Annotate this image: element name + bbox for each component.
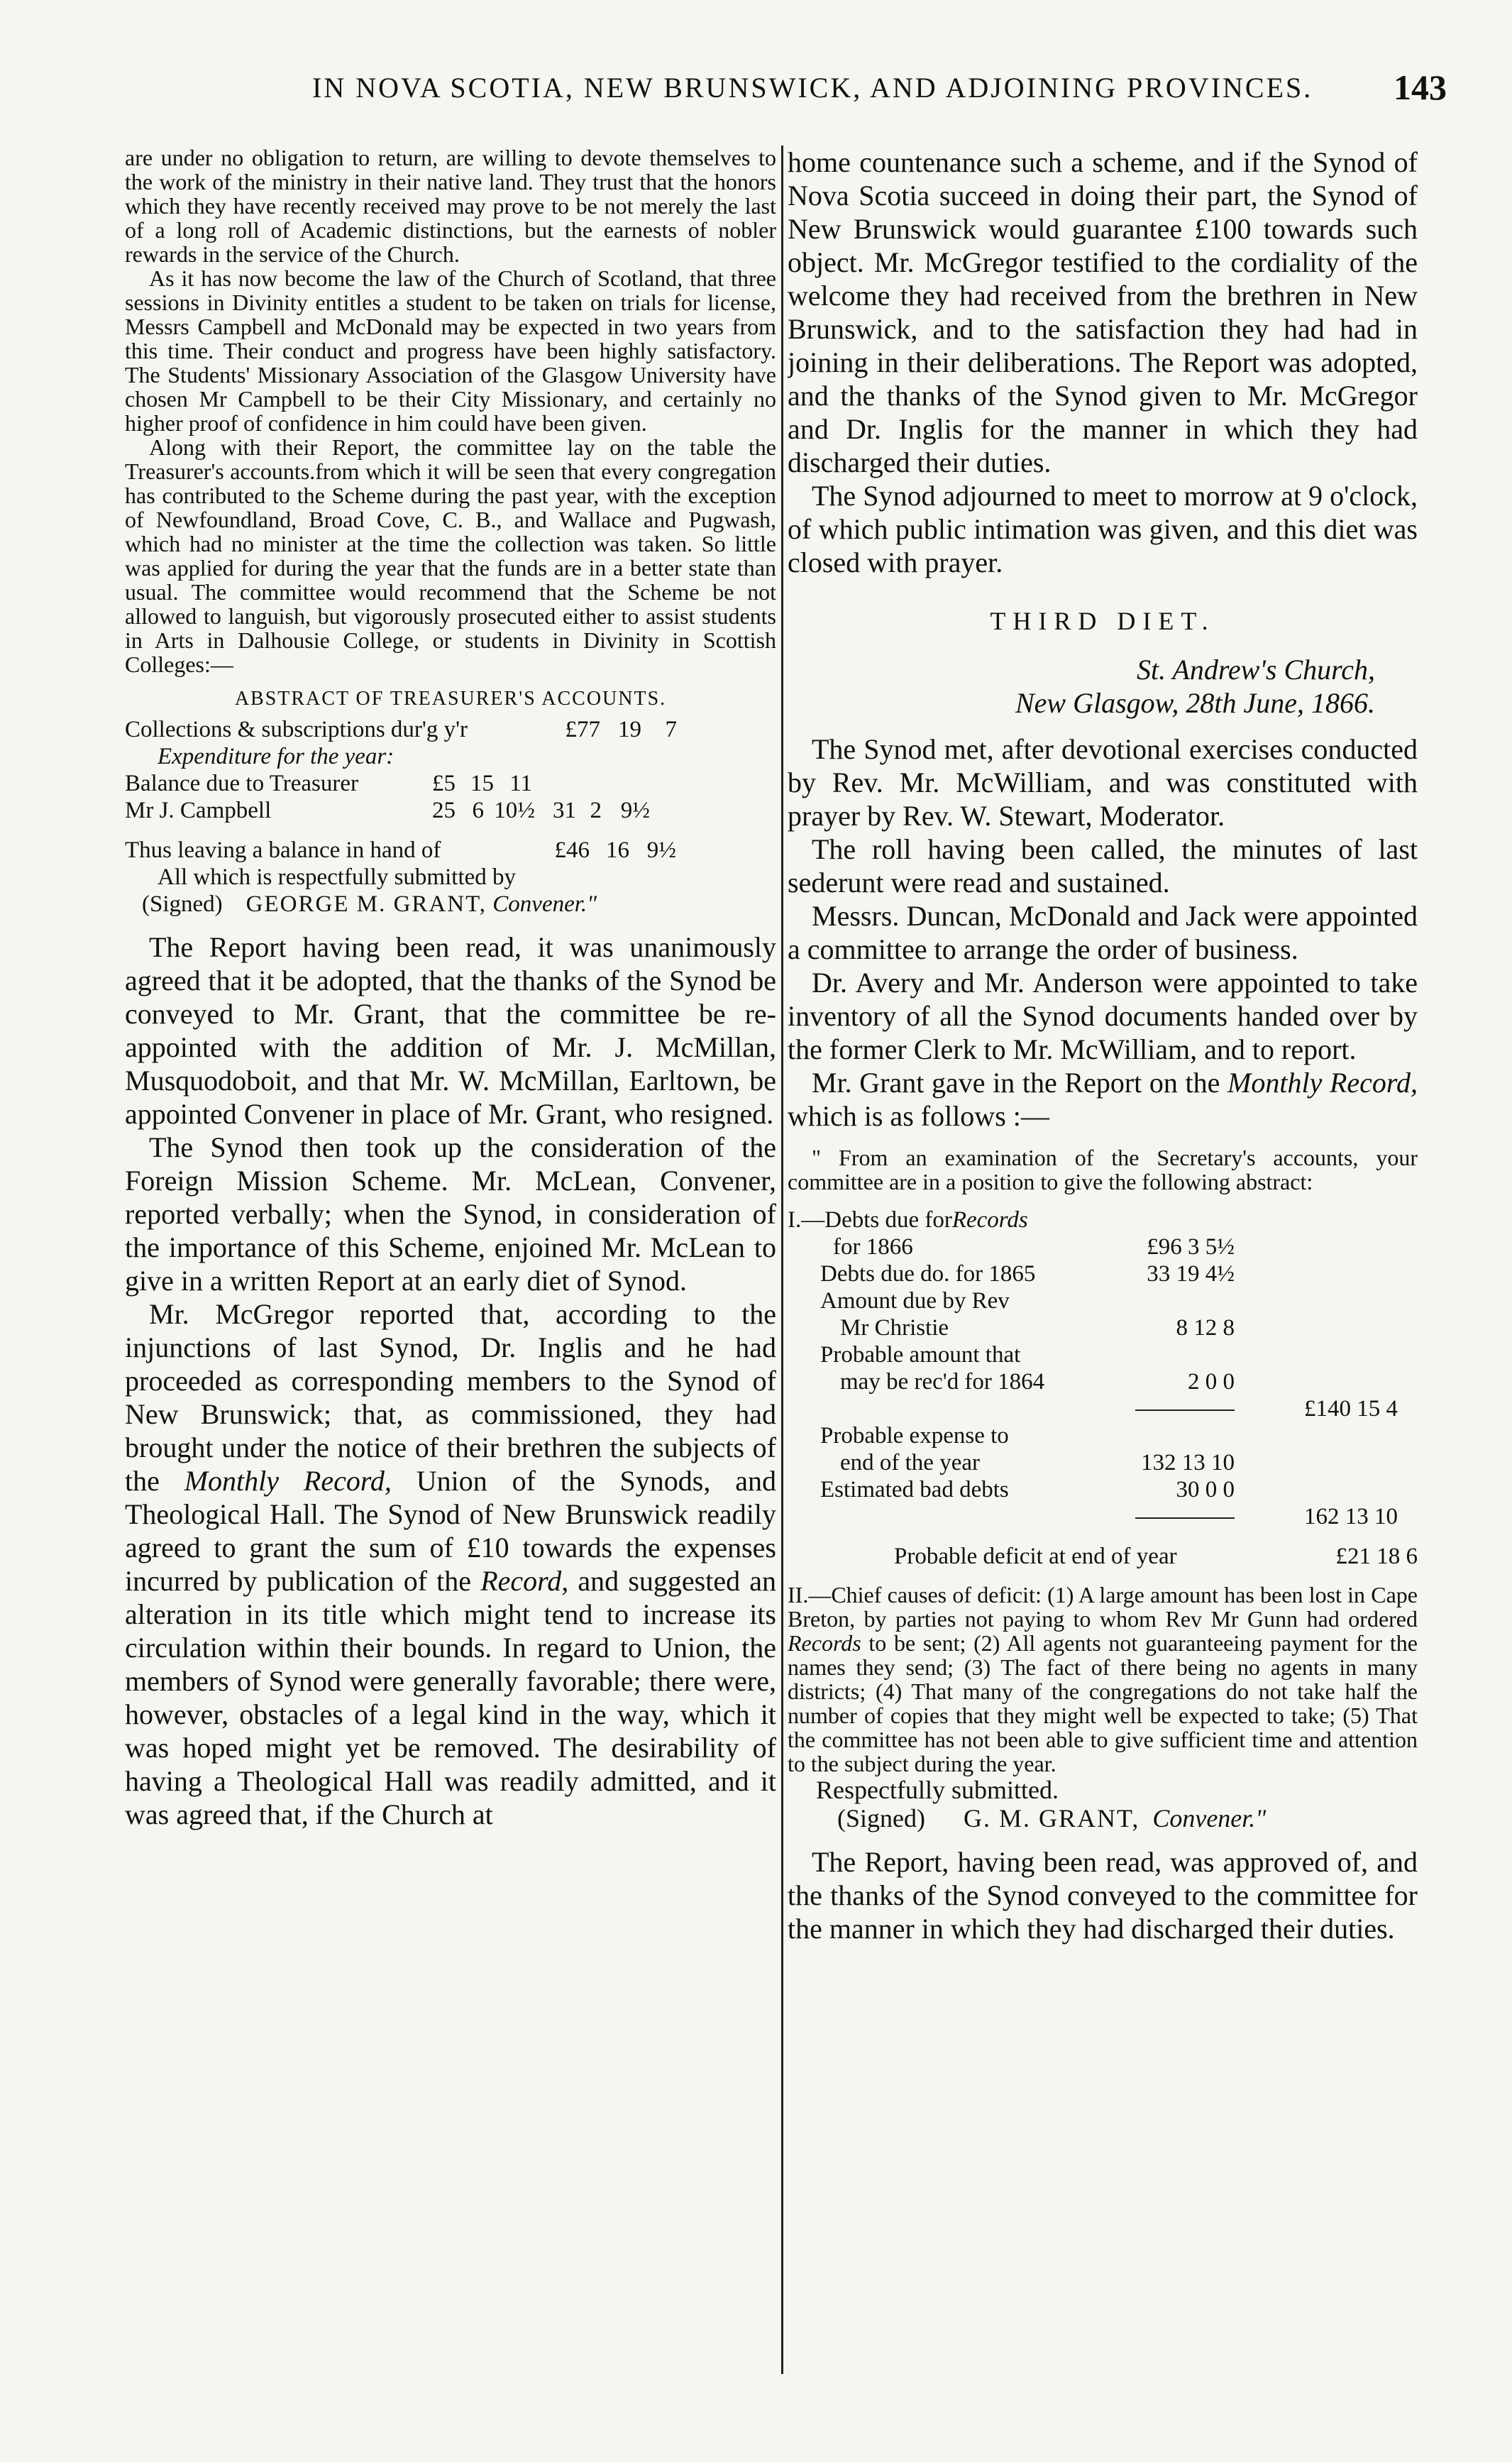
signer-name: G. M. GRANT, (963, 1804, 1140, 1832)
left-column (125, 145, 776, 2419)
quote-intro: " From an examination of the Secretary's accounts, your committee are in a position to give the following abstract: (788, 1145, 1418, 1194)
account-total: 162 13 10 (1304, 1504, 1398, 1529)
account-label: Probable deficit at end of year (894, 1544, 1177, 1569)
account-amount: £46 (554, 837, 590, 863)
account-label: Mr J. Campbell (125, 798, 272, 823)
account-amount: £96 3 5½ (1147, 1234, 1235, 1260)
paragraph: home countenance such a scheme, and if the Synod of Nova Scotia succeed in doing their part, the Synod of New Brunswick would guarantee £100 towards such object. Mr. McGregor testified to the cordiality of the welcome they had received from the brethren in New Brunswick, and to the satisfaction they had had in joining in their deliberations. The Report was adopted, and the thanks of the Synod given to Mr. McGregor and Dr. Inglis for the manner in which they had discharged their duties. (788, 146, 1418, 478)
account-total: £140 15 4 (1304, 1396, 1398, 1422)
abstract-heading: ABSTRACT OF TREASURER'S ACCOUNTS. (234, 688, 667, 710)
right-column (788, 145, 1418, 2419)
paragraph: The Synod then took up the consideration of the Foreign Mission Scheme. Mr. McLean, Convener, reported verbally; when the Synod, in consideration of the importance of this Scheme, enjoined Mr. McLean to give in a written Report at an early diet of Synod. (125, 1131, 776, 1297)
account-amount: 10½ (494, 798, 535, 823)
italic-run: Monthly Record, (1227, 1067, 1418, 1099)
account-row (788, 1260, 1418, 1287)
account-label: Mr Christie (840, 1315, 949, 1341)
date: New Glasgow, 28th June, 1866. (1015, 687, 1375, 719)
signed-label: (Signed) (142, 891, 223, 917)
account-amount: 2 (590, 798, 602, 823)
paragraph: are under no obligation to return, are willing to devote themselves to the work of the ministry in their native land. They trust that the honors which they have recently received may prove to be not merely the last of a long roll of Academic distinctions, but the earnests of nobler rewards in the service of the Church. (125, 145, 776, 267)
account-amount: 30 0 0 (1176, 1477, 1235, 1502)
column-divider (781, 145, 783, 2374)
paragraph (788, 1583, 1418, 1776)
paragraph: The Synod adjourned to meet to morrow at 9 o'clock, of which public intimation was given, and this diet was closed with prayer. (788, 480, 1418, 578)
signer-role: Convener." (1152, 1804, 1267, 1832)
paragraph: As it has now become the law of the Church of Scotland, that three sessions in Divinity entitles a student to be taken on trials for license, Messrs Campbell and McDonald may be expected in two years from this time. Their conduct and progress have been highly satisfactory. The Students' Missionary Association of the Glasgow University have chosen Mr Campbell to be their City Missionary, and certainly no higher proof of confidence in him could have been given. (125, 265, 776, 436)
text-run: to be sent; (2) All agents not guaranteeing payment for the names they send; (3) The fact of there being no agents in many districts; (4) That many of the congregations do not take half the number of copies that they might well be expected to take; (5) That the committee has not been able to give sufficient time and attention to the subject during the year. (788, 1630, 1418, 1776)
account-label: end of the year (840, 1450, 980, 1475)
account-label: Balance due to Treasurer (125, 771, 358, 796)
account-row (788, 1395, 1418, 1422)
account-amount: 19 (618, 717, 641, 742)
account-row (788, 1314, 1418, 1341)
signer-name: GEORGE M. GRANT, (245, 891, 487, 917)
account-label: Thus leaving a balance in hand of (125, 837, 441, 863)
account-subheading: Expenditure for the year: (158, 744, 394, 769)
signed-label: (Signed) (837, 1804, 925, 1832)
paragraph: Messrs. Duncan, McDonald and Jack were appointed a committee to arrange the order of business. (788, 900, 1418, 965)
account-label: Records (951, 1207, 1028, 1233)
account-amount: 31 (553, 798, 576, 823)
text-run: II.—Chief causes of deficit: (1) A large amount has been lost in Cape Breton, by parties not paying to whom Rev Mr Gunn had ordered (788, 1582, 1418, 1632)
account-row (788, 1233, 1418, 1260)
account-amount: 25 (432, 798, 456, 823)
account-row (788, 1368, 1418, 1395)
account-row (125, 770, 776, 797)
running-head (0, 67, 1512, 121)
sum-rule (1135, 1409, 1235, 1411)
submitted-line: All which is respectfully submitted by (158, 864, 517, 890)
account-total: £21 18 6 (1335, 1544, 1418, 1569)
paragraph: The Synod met, after devotional exercises conducted by Rev. Mr. McWilliam, and was constituted with prayer by Rev. W. Stewart, Moderator. (788, 733, 1418, 832)
text-run: which is as follows :— (788, 1100, 1049, 1132)
running-title: IN NOVA SCOTIA, NEW BRUNSWICK, AND ADJOINING PROVINCES. (312, 72, 1313, 104)
account-label: may be rec'd for 1864 (840, 1369, 1045, 1395)
paragraph: The Report having been read, it was unanimously agreed that it be adopted, that the thanks of the Synod be conveyed to Mr. Grant, that the committee be re-appointed with the addition of Mr. J. McMillan, Musquodoboit, and that Mr. W. McMillan, Earltown, be appointed Convener in place of Mr. Grant, who resigned. (125, 931, 776, 1130)
section-heading: THIRD DIET. (990, 607, 1215, 635)
account-row (788, 1287, 1418, 1314)
account-row (125, 837, 776, 864)
treasurer-accounts (125, 716, 776, 918)
account-label: Probable amount that (820, 1342, 1021, 1368)
account-row (788, 1341, 1418, 1368)
paragraph: Dr. Avery and Mr. Anderson were appointed to take inventory of all the Synod documents handed over by the former Clerk to Mr. McWilliam, and to report. (788, 967, 1418, 1065)
text-run: Mr. Grant gave in the Report on the (812, 1067, 1228, 1099)
account-row (125, 716, 776, 743)
account-amount: 33 19 4½ (1147, 1261, 1235, 1287)
account-amount: 6 (472, 798, 484, 823)
account-row (788, 1476, 1418, 1503)
italic-run: Monthly Record, (184, 1465, 392, 1497)
paragraph: The roll having been called, the minutes of last sederunt were read and sustained. (788, 833, 1418, 898)
text-run: Mr. McGregor reported that, according to the injunctions of last Synod, Dr. Inglis and he had proceeded as corresponding members to the Synod of New Brunswick; that, as commissioned, they had brought under the notice of their brethren the subjects of the (125, 1298, 776, 1497)
paragraph (125, 1297, 776, 1831)
signer-role: Convener." (492, 891, 597, 917)
account-amount: 15 (470, 771, 494, 796)
account-row (125, 797, 776, 824)
account-amount: £77 (565, 717, 600, 742)
account-label: Estimated bad debts (820, 1477, 1009, 1502)
account-label: Probable expense to (820, 1423, 1009, 1449)
account-label: for 1866 (833, 1234, 913, 1260)
account-label: Debts due do. for 1865 (820, 1261, 1036, 1287)
account-amount: 7 (665, 717, 677, 742)
paragraph: Along with their Report, the committee lay on the table the Treasurer's accounts.from which it will be seen that every congregation has contributed to the Scheme during the past year, with the exception of Newfoundland, Broad Cove, C. B., and Wallace and Pugwash, which had no minister at the time the collection was taken. So little was applied for during the year that the funds are in a better state than usual. The committee would recommend that the Scheme be not allowed to languish, but vigorously prosecuted either to assist students in Arts in Dalhousie College, or students in Divinity in Scottish Colleges:— (125, 434, 776, 677)
account-amount: 132 13 10 (1141, 1450, 1235, 1475)
respectfully-submitted: Respectfully submitted. (816, 1776, 1059, 1804)
page-number: 143 (1394, 67, 1447, 107)
account-row (788, 1449, 1418, 1476)
account-amount: 11 (509, 771, 532, 796)
account-label: Amount due by Rev (820, 1288, 1010, 1314)
account-amount: £5 (432, 771, 456, 796)
account-label: Collections & subscriptions dur'g y'r (125, 717, 468, 742)
sum-rule (1135, 1517, 1235, 1519)
signature-line (125, 891, 776, 918)
paragraph (788, 1066, 1418, 1133)
account-amount: 2 0 0 (1188, 1369, 1235, 1395)
account-amount: 9½ (620, 798, 650, 823)
paragraph: The Report, having been read, was approved of, and the thanks of the Synod conveyed to the committee for the manner in which they had discharged their duties. (788, 1846, 1418, 1945)
italic-run: Record, (480, 1565, 569, 1597)
account-row (788, 1422, 1418, 1449)
account-row (788, 1207, 1418, 1233)
text-run: Union of the Synods, and Theological Hall. The Synod of New Brunswick readily agreed to grant the sum of £10 towards the expenses incurred by publication of the (125, 1465, 776, 1597)
signature-line (788, 1804, 1418, 1832)
text-run: and suggested an alteration in its title which might tend to increase its circulation within their bounds. In regard to Union, the members of Synod were generally favorable; there were, however, obstacles of a legal kind in the way, which it was hoped might yet be removed. The desirability of having a Theological Hall was readily admitted, and it was agreed that, if the Church at (125, 1565, 776, 1830)
account-label: I.—Debts due for (788, 1207, 952, 1233)
place-date-block (788, 653, 1418, 720)
account-amount: 8 12 8 (1176, 1315, 1235, 1341)
italic-run: Records (788, 1630, 861, 1656)
account-amount: 9½ (646, 837, 676, 863)
account-amount: 16 (606, 837, 629, 863)
account-row (788, 1503, 1418, 1530)
record-accounts (788, 1207, 1418, 1570)
account-row (788, 1543, 1418, 1570)
place: St. Andrew's Church, (1137, 654, 1375, 686)
